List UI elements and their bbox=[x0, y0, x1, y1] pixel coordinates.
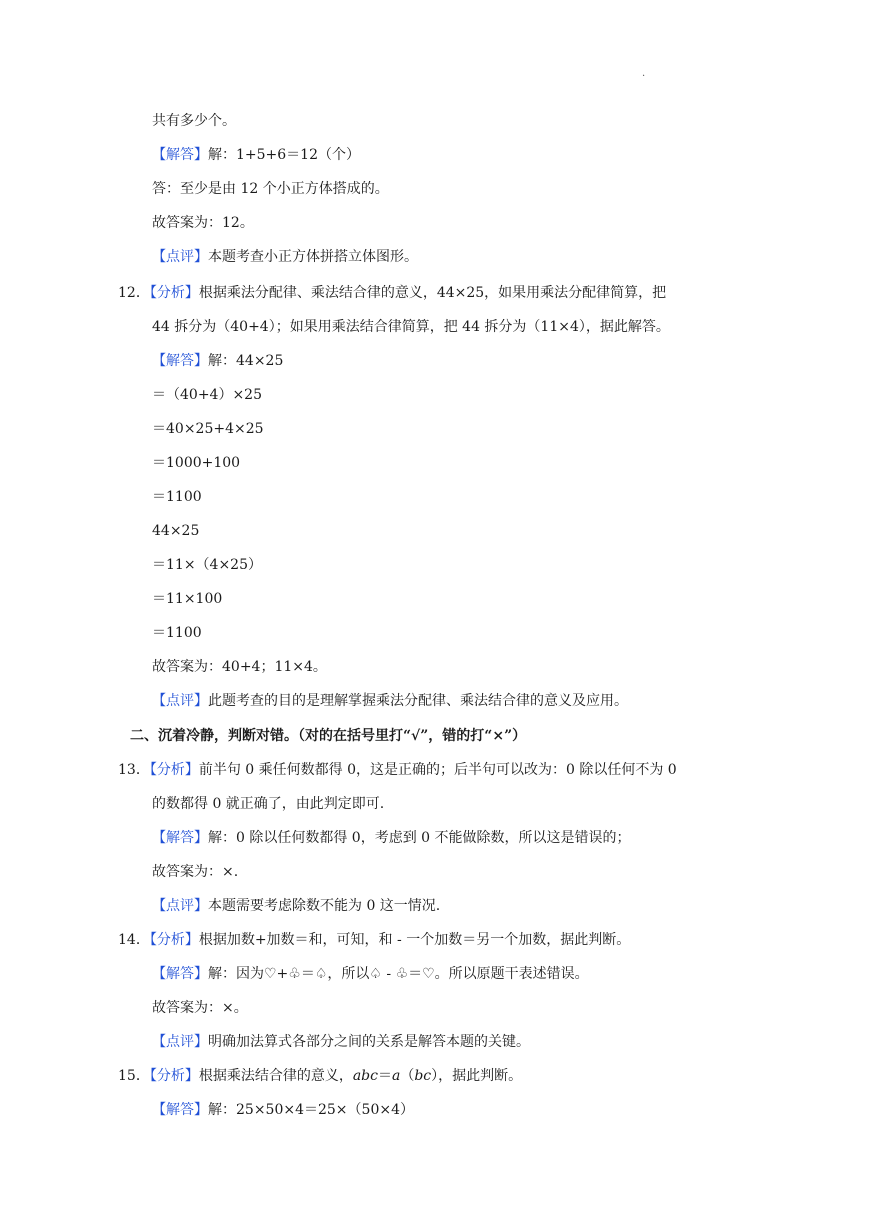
text-line: 的数都得 0 就正确了，由此判定即可. bbox=[152, 796, 385, 812]
analysis-tag: 【分析】 bbox=[149, 932, 199, 948]
answer-tag: 【解答】 bbox=[152, 1102, 208, 1118]
step-line: 44×25 bbox=[152, 523, 200, 539]
answer-tag: 【解答】 bbox=[152, 353, 208, 369]
analysis-text: 根据乘法分配律、乘法结合律的意义，44×25，如果用乘法分配律简算，把 bbox=[198, 285, 667, 301]
variable-abc: abc bbox=[352, 1068, 378, 1084]
question-number: 14． bbox=[118, 932, 150, 948]
analysis-tag: 【分析】 bbox=[149, 1068, 199, 1084]
text-line: 故答案为：40+4；11×4。 bbox=[152, 659, 327, 675]
answer-line bbox=[152, 1100, 414, 1120]
comment-line bbox=[152, 691, 628, 711]
equals-sign: ＝ bbox=[377, 1068, 392, 1084]
comment-tag: 【点评】 bbox=[152, 693, 208, 709]
comment-text: 明确加法算式各部分之间的关系是解答本题的关键。 bbox=[208, 1034, 530, 1050]
header-mark: . bbox=[642, 68, 646, 79]
answer-text: 解：25×50×4＝25×（50×4） bbox=[208, 1102, 414, 1118]
answer-line bbox=[152, 828, 631, 848]
step-line: ＝1100 bbox=[152, 489, 202, 505]
answer-text: 解：因为♡+♧＝♤，所以♤ - ♧＝♡。所以原题干表述错误。 bbox=[208, 966, 589, 982]
comment-text: 本题考查小正方体拼搭立体图形。 bbox=[208, 249, 418, 265]
comment-text: 本题需要考虑除数不能为 0 这一情况. bbox=[208, 898, 441, 914]
answer-line bbox=[152, 145, 360, 165]
section-heading: 二、沉着冷静，判断对错。（对的在括号里打“√”，错的打“×”） bbox=[130, 728, 527, 744]
question-14-analysis bbox=[118, 930, 630, 950]
analysis-text: 根据乘法结合律的意义， bbox=[198, 1068, 353, 1084]
step-line: ＝11×100 bbox=[152, 591, 223, 607]
paren-open: （ bbox=[400, 1068, 415, 1084]
comment-line bbox=[152, 1032, 530, 1052]
step-line: ＝1000+100 bbox=[152, 455, 241, 471]
comment-tag: 【点评】 bbox=[152, 249, 208, 265]
comment-line bbox=[152, 896, 440, 916]
answer-line bbox=[152, 964, 589, 984]
answer-line bbox=[152, 351, 283, 371]
text-line: 答：至少是由 12 个小正方体搭成的。 bbox=[152, 181, 389, 197]
comment-tag: 【点评】 bbox=[152, 898, 208, 914]
answer-tag: 【解答】 bbox=[152, 147, 208, 163]
analysis-text-end: ），据此判断。 bbox=[431, 1068, 523, 1084]
step-line: ＝1100 bbox=[152, 625, 202, 641]
analysis-tag: 【分析】 bbox=[149, 285, 199, 301]
text-line: 故答案为：12。 bbox=[152, 215, 254, 231]
answer-text: 解：44×25 bbox=[208, 353, 284, 369]
step-line: ＝40×25+4×25 bbox=[152, 421, 264, 437]
answer-text: 解：0 除以任何数都得 0，考虑到 0 不能做除数，所以这是错误的； bbox=[208, 830, 631, 846]
text-line: 44 拆分为（40+4）；如果用乘法结合律简算，把 44 拆分为（11×4），据此解答。 bbox=[152, 319, 670, 335]
step-line: ＝（40+4）×25 bbox=[152, 387, 262, 403]
question-15-analysis bbox=[118, 1066, 522, 1086]
comment-line bbox=[152, 247, 418, 267]
text-line: 故答案为：×. bbox=[152, 864, 239, 880]
analysis-text: 前半句 0 乘任何数都得 0，这是正确的；后半句可以改为：0 除以任何不为 0 bbox=[198, 762, 677, 778]
question-number: 15． bbox=[118, 1068, 150, 1084]
variable-a: a bbox=[391, 1068, 401, 1084]
question-number: 13． bbox=[118, 762, 150, 778]
analysis-tag: 【分析】 bbox=[149, 762, 199, 778]
question-13-analysis bbox=[118, 760, 677, 780]
step-line: ＝11×（4×25） bbox=[152, 557, 262, 573]
comment-tag: 【点评】 bbox=[152, 1034, 208, 1050]
question-number: 12． bbox=[118, 285, 150, 301]
answer-text: 解：1+5+6＝12（个） bbox=[208, 147, 360, 163]
text-line: 共有多少个。 bbox=[152, 113, 236, 129]
question-12-analysis bbox=[118, 283, 666, 303]
comment-text: 此题考查的目的是理解掌握乘法分配律、乘法结合律的意义及应用。 bbox=[208, 693, 628, 709]
variable-bc: bc bbox=[414, 1068, 432, 1084]
analysis-text: 根据加数+加数＝和，可知，和 - 一个加数＝另一个加数，据此判断。 bbox=[198, 932, 631, 948]
answer-tag: 【解答】 bbox=[152, 966, 208, 982]
text-line: 故答案为：×。 bbox=[152, 1000, 248, 1016]
answer-tag: 【解答】 bbox=[152, 830, 208, 846]
